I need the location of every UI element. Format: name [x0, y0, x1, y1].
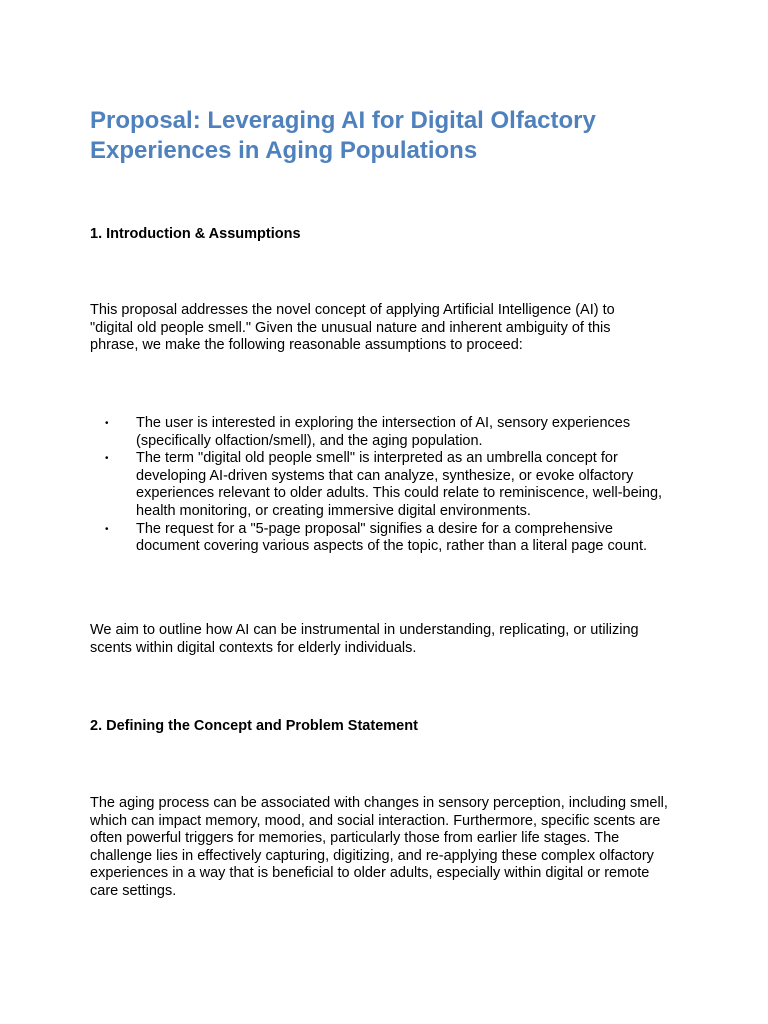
bullet-icon: • — [105, 453, 109, 465]
list-item — [90, 415, 666, 450]
list-item — [90, 521, 676, 556]
section-heading-problem-statement: 2. Defining the Concept and Problem Statement — [90, 718, 418, 734]
list-item — [90, 450, 666, 520]
bullet-icon: • — [105, 418, 109, 429]
list-item-text: The term "digital old people smell" is interpreted as an umbrella concept for developing AI-driven systems that can analyze, synthesize, or evoke olfactory experiences relevant to older adults. This could relate to reminiscence, well-being, health monitoring, or creating immersive digital environments. — [136, 450, 663, 519]
intro-paragraph: This proposal addresses the novel concept of applying Artificial Intelligence (AI) to "digital old people smell." Given the unusual nature and inherent ambiguity of this phrase, we make the following reasonable assumptions to proceed: — [90, 302, 615, 354]
list-item-text: The request for a "5-page proposal" signifies a desire for a comprehensive document covering various aspects of the topic, rather than a literal page count. — [136, 520, 648, 555]
list-item-text: The user is interested in exploring the intersection of AI, sensory experiences (specifically olfaction/smell), and the aging population. — [136, 415, 631, 449]
problem-statement-paragraph: The aging process can be associated with changes in sensory perception, including smell, which can impact memory, mood, and social interaction. Furthermore, specific scents are often powerful triggers for memories, particularly those from earlier life stages. The challenge lies in effectively capturing, digitizing, and re-applying these complex olfactory experiences in a way that is beneficial to older adults, especially within digital or remote care settings. — [90, 795, 668, 899]
page-title: Proposal: Leveraging AI for Digital Olfactory Experiences in Aging Populations — [90, 107, 596, 164]
closing-paragraph: We aim to outline how AI can be instrumental in understanding, replicating, or utilizing scents within digital contexts for elderly individuals. — [90, 622, 639, 656]
bullet-icon: • — [105, 523, 109, 535]
assumptions-list — [90, 415, 690, 556]
section-heading-introduction: 1. Introduction & Assumptions — [90, 226, 301, 242]
